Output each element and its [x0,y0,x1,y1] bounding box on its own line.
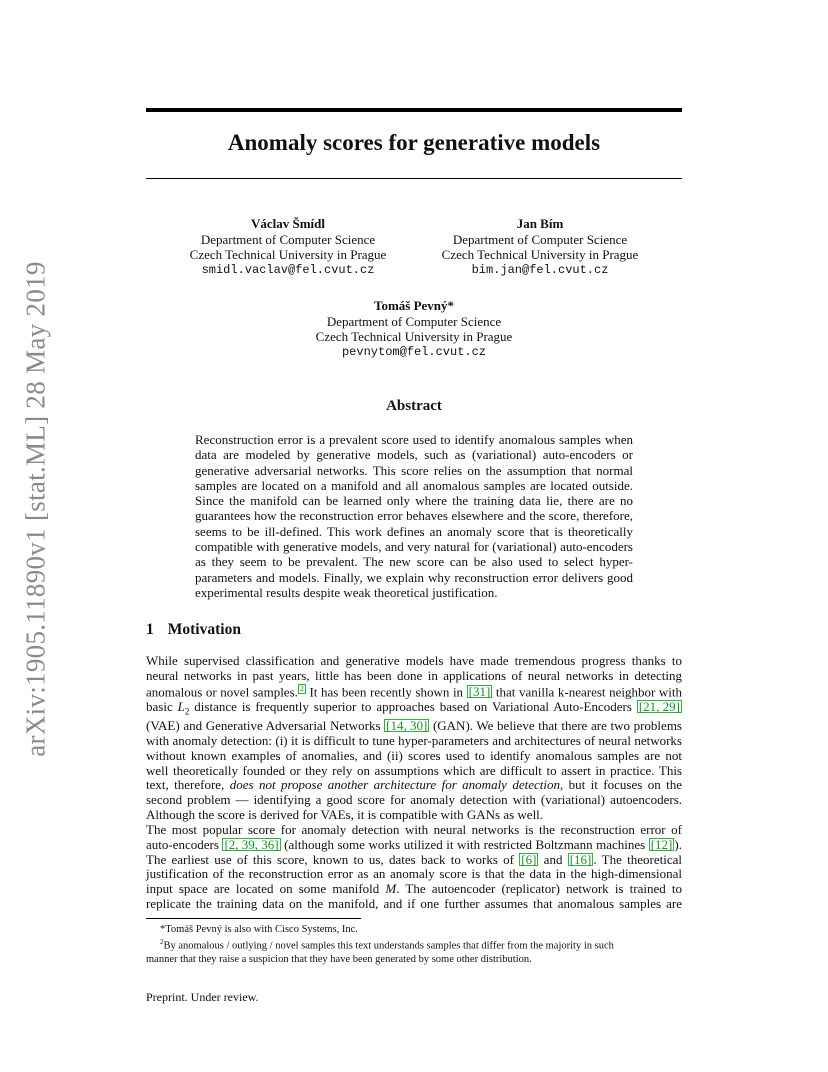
text-span: distance is frequently superior to approaches based on Variational Auto-Encoders [189,698,637,714]
text-line: with anomaly detection: (i) it is difficult to tune hyper-parameters and architectures of neural networks [146,732,682,748]
author-block-2 [420,216,660,278]
author-university: Czech Technical University in Prague [189,247,387,262]
abstract-line: samples are located on a manifold and all anomalous samples are located outside. [195,477,633,493]
title-bottom-rule [146,178,682,179]
text-span: The earliest use of this score, known to us, dates back to works of [146,851,520,867]
text-line: neural networks in past years, little has been done in applications of neural networks in detecting [146,667,682,683]
author-department: Department of Computer Science [200,231,376,247]
text-span: basic [146,698,178,714]
abstract-line: compatible with generative models, and very natural for (variational) auto-encoders [195,539,633,555]
text-line [146,853,682,868]
footnote-marker[interactable]: 2 [299,683,304,693]
text-span: text, therefore, [146,777,230,793]
author-university: Czech Technical University in Prague [441,247,639,262]
text-line [146,719,682,734]
author-block-3 [294,298,534,360]
abstract-line: guarantees how the reconstruction error behaves elsewhere and the score, therefore, [195,508,633,524]
section-title: Motivation [167,621,241,638]
abstract-line: Reconstruction error is a prevalent score used to identify anomalous samples when [195,432,633,447]
text-line: The most popular score for anomaly detection with neural networks is the reconstruction error of [146,822,682,837]
author-email[interactable]: pevnytom@fel.cvut.cz [341,344,487,359]
arxiv-identifier: arXiv:1905.11890v1 [stat.ML] 28 May 2019 [20,261,51,757]
citation-link[interactable]: [14, 30] [386,718,428,734]
math-symbol: L [177,698,185,714]
text-span: By anomalous / outlying / novel samples this text understands samples that differ from the majority in such [163,940,614,952]
author-email[interactable]: smidl.vaclav@fel.cvut.cz [201,262,375,277]
emphasis-text: does not propose another architecture for anomaly detection [229,777,560,793]
paragraph-1 [146,654,682,823]
text-line: Although the score is derived for VAEs, it is compatible with GANs as well. [146,806,544,822]
author-department: Department of Computer Science [452,231,628,247]
text-line [146,838,682,853]
author-university: Czech Technical University in Prague [315,329,513,344]
text-line: replicate the training data on the manifold, and if one further assumes that anomalous samples are [146,895,682,911]
abstract-line: seems to be ill-defined. This work defines an anomaly score that is theoretically [195,523,633,539]
citation-link[interactable]: [12] [650,836,673,852]
footnote-2-continued: manner that they raise a suspicion that they have been generated by some other distribution. [146,953,532,965]
citation-link[interactable]: [6] [521,851,537,867]
text-line [146,700,682,719]
arxiv-sidebar [16,261,56,757]
footnotes [146,923,682,966]
text-line: second problem — identifying a good score for anomaly detection with (variational) autoencoders. [146,792,682,808]
title-top-rule [146,108,682,112]
text-line: without known examples of anomalies, and (ii) scores used to identify anomalous samples are not [146,747,682,763]
citation-link[interactable]: [16] [569,851,592,867]
author-email[interactable]: bim.jan@fel.cvut.cz [471,262,609,277]
author-name: Tomáš Pevný* [373,298,455,313]
text-span: auto-encoders [146,836,223,852]
author-block-1 [170,216,406,278]
footnote-2 [146,936,682,953]
text-line [146,882,682,897]
abstract-line: experimental results despite weak theoretical justification. [195,584,498,600]
text-line [146,684,682,700]
abstract-line: Since the manifold can be learned only where the training data lie, there are no [195,493,633,509]
abstract-line: as they seem to be prevalent. The new score can be also used to select hyper- [195,554,633,570]
text-span: (although some works utilized it with restricted Boltzmann machines [280,836,649,852]
section-number: 1 [146,621,154,638]
text-line: justification of the reconstruction error as an anomaly score is that the data in the high-dimensional [146,866,682,882]
citation-link[interactable]: [21, 29] [638,698,680,714]
section-heading [146,621,241,639]
abstract-heading: Abstract [386,398,442,414]
abstract-line: generative adversarial networks. This score relies on the assumption that normal [195,462,633,478]
preprint-note: Preprint. Under review. [146,990,259,1004]
abstract-line: parameters and models. Finally, we explain why reconstruction error delivers good [195,569,633,585]
text-span: input space are located on some manifold [146,881,386,897]
footnote-number: 2 [160,938,164,946]
text-span: . The theoretical [593,851,682,867]
footnote-rule [146,918,361,919]
paper-title: Anomaly scores for generative models [227,130,601,155]
text-line: While supervised classification and generative models have made tremendous progress thanks to [146,653,682,668]
paragraph-2 [146,823,682,912]
text-span: that vanilla k-nearest neighbor with [492,683,683,699]
text-span: , but it focuses on the [560,777,682,793]
text-span: (GAN). We believe that there are two problems [429,718,682,734]
math-subscript: 2 [184,706,190,717]
abstract-body [195,432,633,600]
text-span: and [538,851,568,867]
text-span: . The autoencoder (replicator) network is trained to [396,881,682,897]
footnote-1: *Tomáš Pevný is also with Cisco Systems, Inc. [160,924,358,935]
author-department: Department of Computer Science [326,313,502,329]
math-symbol: M [385,881,397,897]
author-name: Václav Šmídl [250,216,326,231]
text-span: (VAE) and Generative Adversarial Networks [146,718,385,734]
text-span: ). [674,836,682,852]
author-name: Jan Bím [516,216,564,231]
abstract-line: data are modeled by generative models, such as (variational) auto-encoders or [195,447,633,463]
text-line: well theoretically founded or they rely on assumptions which are difficult to assert in practice. This [146,762,682,778]
citation-link[interactable]: [31] [468,683,491,699]
text-span: It has been recently shown in [305,683,467,699]
text-span: anomalous or novel samples. [146,683,298,699]
citation-link[interactable]: [2, 39, 36] [224,836,279,852]
text-line [146,778,682,793]
